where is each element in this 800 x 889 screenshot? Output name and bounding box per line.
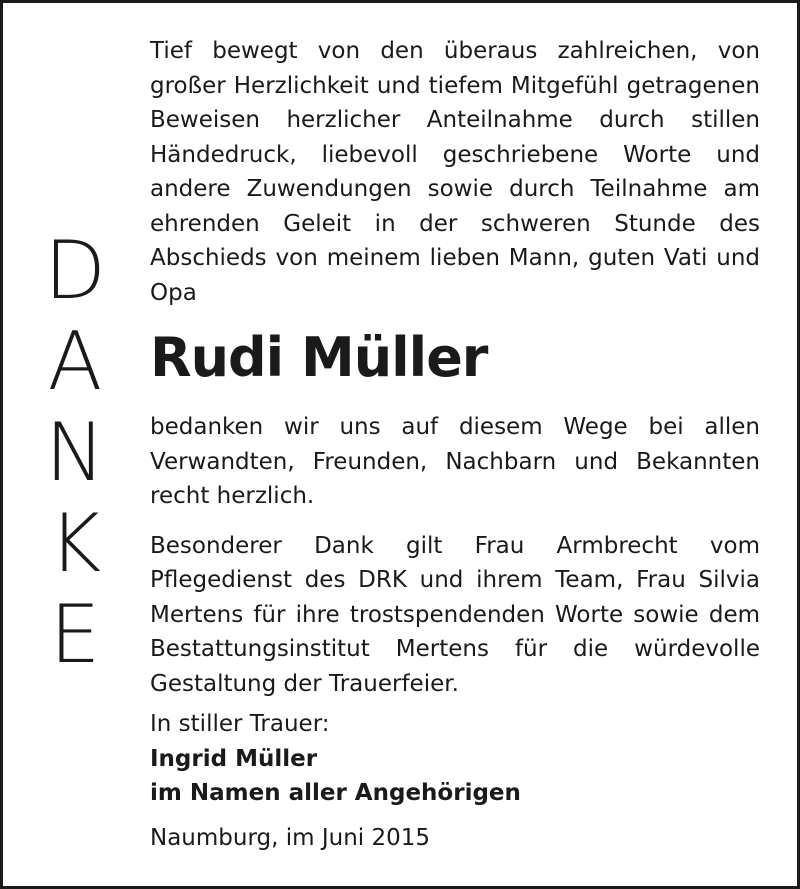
deceased-name: Rudi Müller [150,326,488,389]
intro-paragraph: Tief bewegt von den überaus zahlreichen, von großer Herzlichkeit und tiefem Mitgefühl getragenen Beweisen herzlicher Anteilnahme durch stillen Händedruck, liebevoll geschriebene Worte und andere Zuwendungen sowie durch Teilnahme am ehrenden Geleit in der schweren Stunde des Abschieds von meinem lieben Mann, guten Vati und Opa [150,38,760,306]
danke-letter: K [48,497,102,590]
notice-body [150,34,760,855]
thanks-paragraph: bedanken wir uns auf diesem Wege bei allen Verwandten, Freunden, Nachbarn und Bekannten recht herzlich. [150,414,760,509]
danke-letter: E [49,588,101,681]
special-thanks-paragraph: Besonderer Dank gilt Frau Armbrecht vom Pflegedienst des DRK und ihrem Team, Frau Silvia Mertens für ihre trostspendenden Worte sowie dem Bestattungsinstitut Mertens für die würdevolle Gestaltung der Trauerfeier. [150,532,760,697]
signer-addition: im Namen aller Angehörigen [150,780,521,806]
mourning-label: In stiller Trauer: [150,711,330,737]
danke-vertical-title [30,225,120,680]
danke-letter: D [44,224,106,317]
signer-name: Ingrid Müller [150,745,318,772]
danke-letter: A [47,315,103,408]
place-date: Naumburg, im Juni 2015 [150,824,431,851]
danke-letter: N [45,406,105,499]
